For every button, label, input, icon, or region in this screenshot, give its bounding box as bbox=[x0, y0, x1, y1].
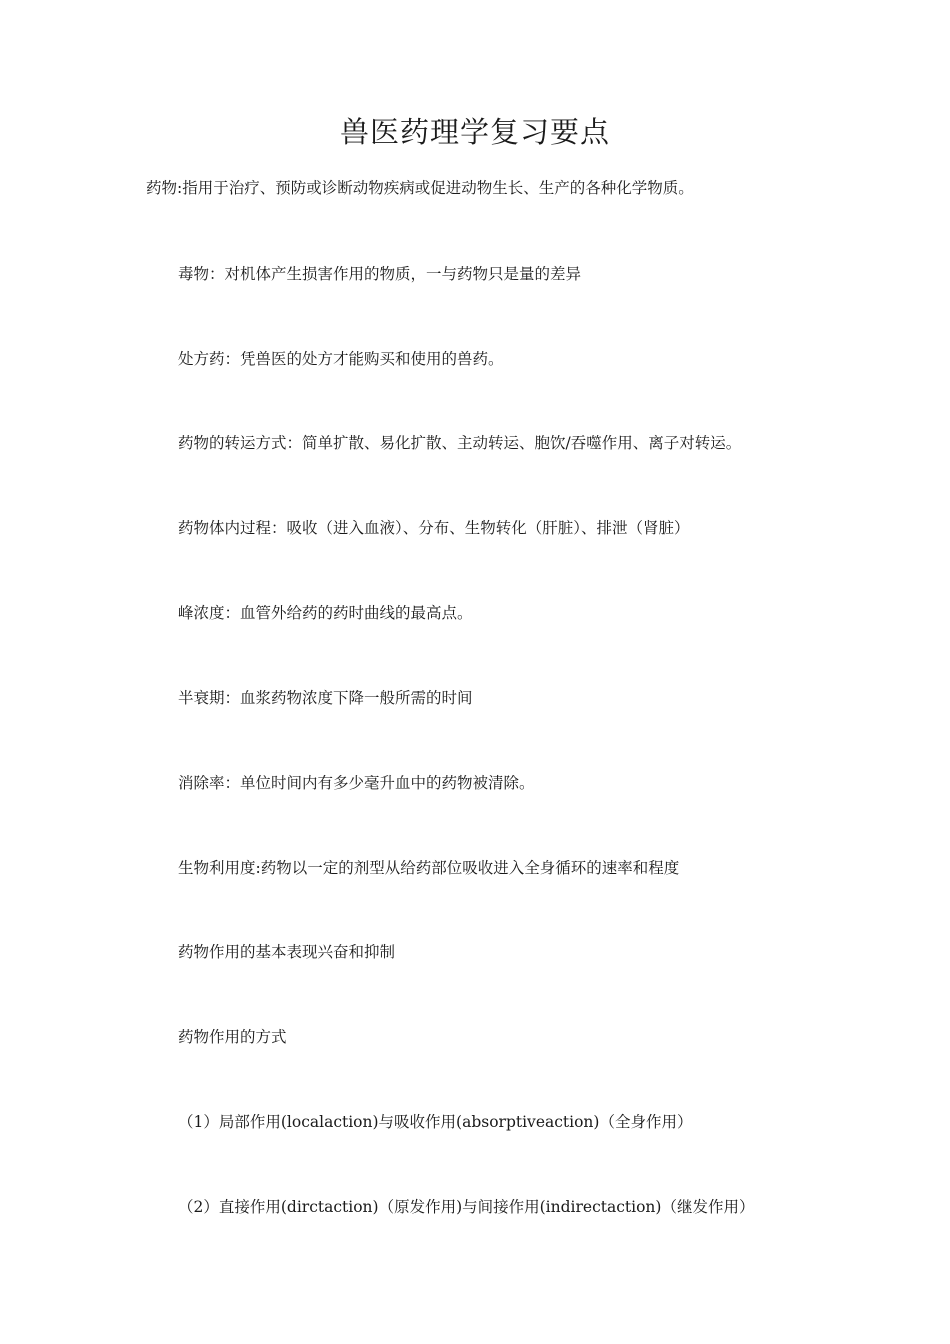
document-title: 兽医药理学复习要点 bbox=[339, 115, 610, 149]
definition-transport-methods: 药物的转运方式：简单扩散、易化扩散、主动转运、胞饮/吞噬作用、离子对转运。 bbox=[178, 434, 742, 452]
list-item-direct-vs-indirect: （2）直接作用(dirctaction)（原发作用)与间接作用(indirectaction)（继发作用） bbox=[178, 1198, 755, 1216]
drug-action-methods-heading: 药物作用的方式 bbox=[178, 1028, 287, 1046]
definition-clearance: 消除率：单位时间内有多少毫升血中的药物被清除。 bbox=[178, 774, 535, 792]
definition-drug: 药物:指用于治疗、预防或诊断动物疾病或促进动物生长、生产的各种化学物质。 bbox=[146, 179, 694, 197]
definition-half-life: 半衰期：血浆药物浓度下降一般所需的时间 bbox=[178, 689, 473, 707]
list-item-local-vs-absorptive: （1）局部作用(localaction)与吸收作用(absorptiveaction)（全身作用） bbox=[178, 1113, 693, 1131]
definition-poison: 毒物：对机体产生损害作用的物质，一与药物只是量的差异 bbox=[178, 265, 582, 283]
definition-prescription-drug: 处方药：凭兽医的处方才能购买和使用的兽药。 bbox=[178, 350, 504, 368]
drug-action-basic-manifestation: 药物作用的基本表现兴奋和抑制 bbox=[178, 943, 396, 961]
definition-in-vivo-process: 药物体内过程：吸收（进入血液）、分布、生物转化（肝脏）、排泄（肾脏） bbox=[178, 519, 690, 537]
definition-bioavailability: 生物利用度:药物以一定的剂型从给药部位吸收进入全身循环的速率和程度 bbox=[178, 859, 680, 877]
definition-peak-concentration: 峰浓度：血管外给药的药时曲线的最高点。 bbox=[178, 604, 473, 622]
